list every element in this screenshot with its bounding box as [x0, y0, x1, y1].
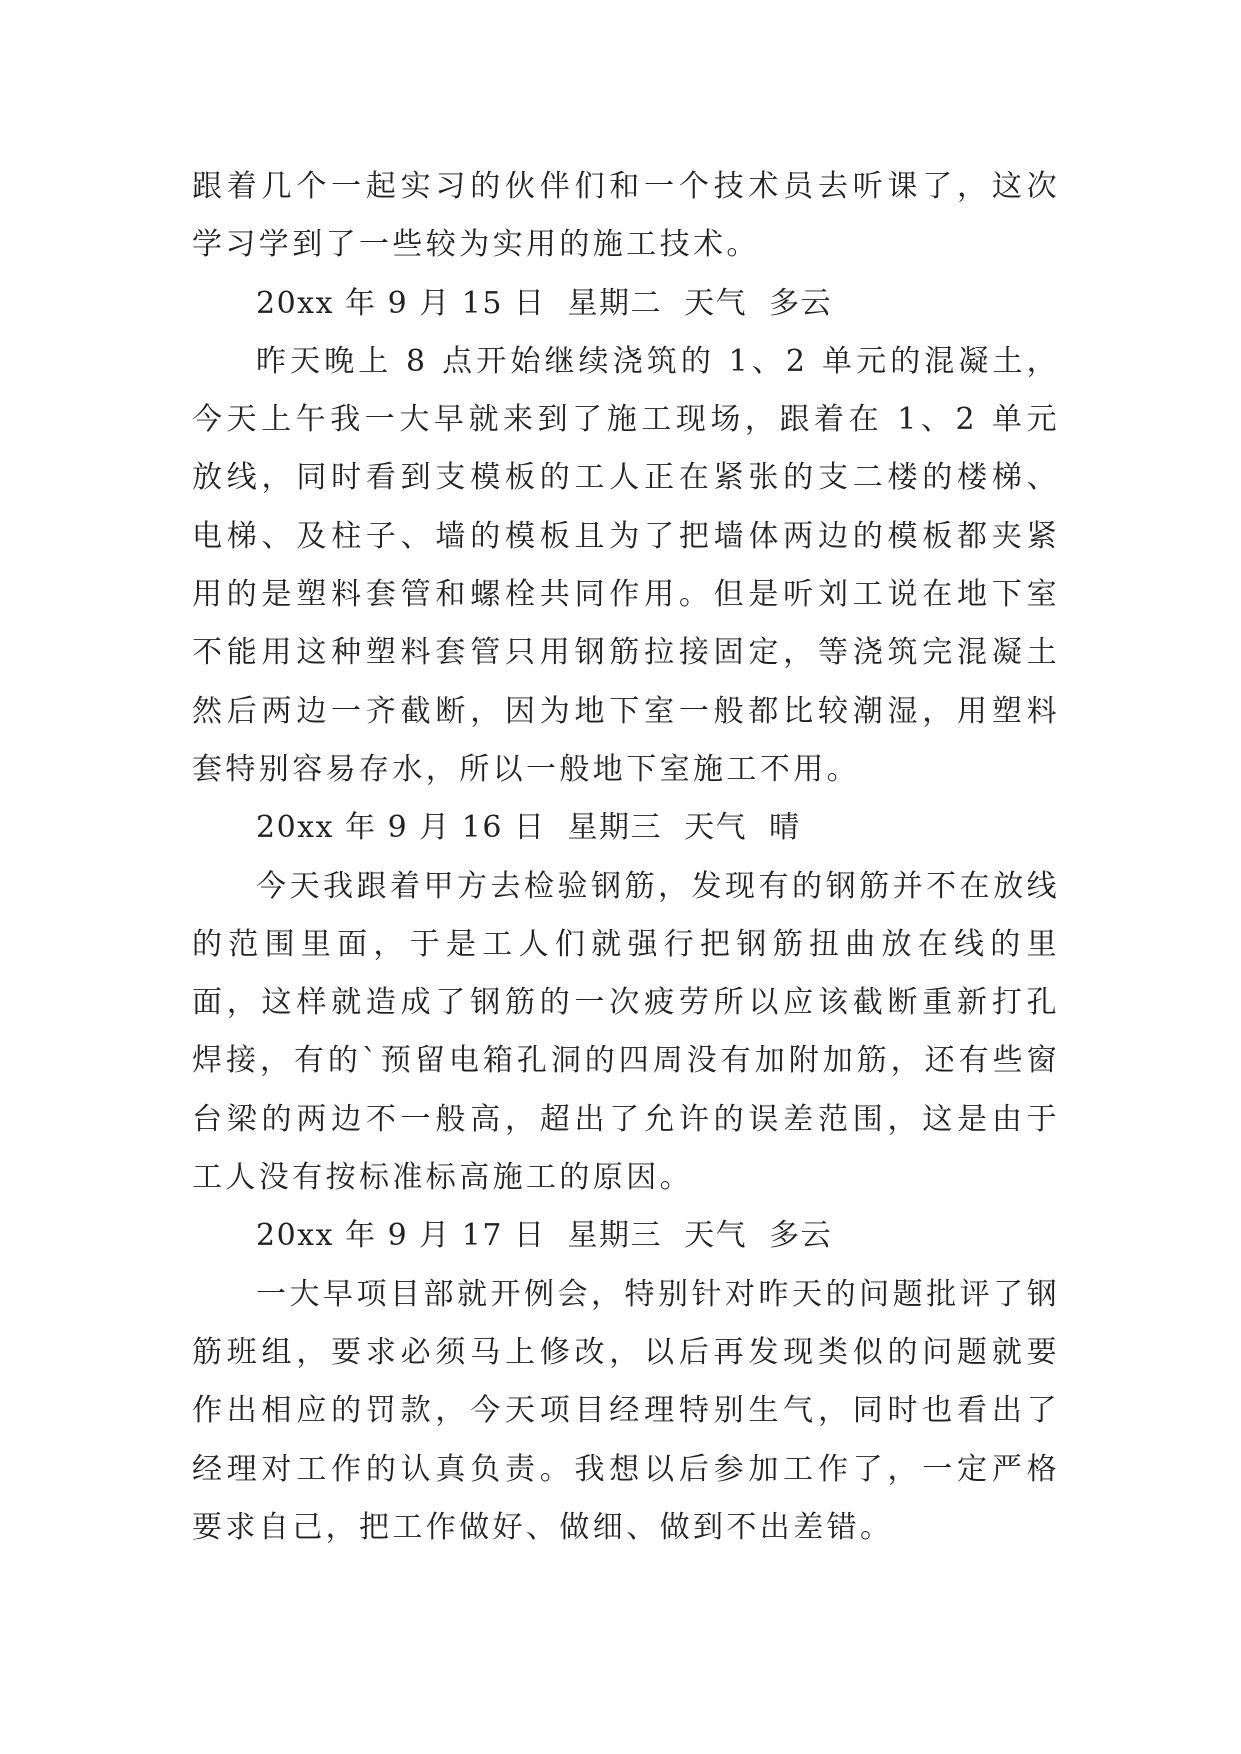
paragraph-sep-15: 昨天晚上 8 点开始继续浇筑的 1、2 单元的混凝土，今天上午我一大早就来到了施工现场，跟着在 1、2 单元放线，同时看到支模板的工人正在紧张的支二楼的楼梯、电梯、及柱子、墙的模板且为了把墙体两边的模板都夹紧用的是塑料套管和螺栓共同作用。但是听刘工说在地下室不能用这种塑料套管只用钢筋拉接固定，等浇筑完混凝土然后两边一齐截断，因为地下室一般都比较潮湿，用塑料套特别容易存水，所以一般地下室施工不用。 [192, 343, 1060, 787]
paragraph-sep-17: 一大早项目部就开例会，特别针对昨天的问题批评了钢筋班组，要求必须马上修改，以后再发现类似的问题就要作出相应的罚款，今天项目经理特别生气，同时也看出了经理对工作的认真负责。我想以后参加工作了，一定严格要求自己，把工作做好、做细、做到不出差错。 [192, 1276, 1060, 1545]
paragraph-sep-16: 今天我跟着甲方去检验钢筋，发现有的钢筋并不在放线的范围里面，于是工人们就强行把钢筋扭曲放在线的里面，这样就造成了钢筋的一次疲劳所以应该截断重新打孔焊接，有的`预留电箱孔洞的四周没有加附加筋，还有些窗台梁的两边不一般高，超出了允许的误差范围，这是由于工人没有按标准标高施工的原因。 [192, 868, 1060, 1196]
diary-date-sep-16: 20xx 年 9 月 16 日 星期三 天气 晴 [256, 810, 801, 846]
diary-date-sep-17: 20xx 年 9 月 17 日 星期三 天气 多云 [256, 1218, 833, 1254]
paragraph-intro: 跟着几个一起实习的伙伴们和一个技术员去听课了，这次学习学到了一些较为实用的施工技术。 [192, 169, 1060, 263]
diary-date-sep-15: 20xx 年 9 月 15 日 星期二 天气 多云 [256, 285, 833, 321]
document-body [192, 158, 1060, 1557]
